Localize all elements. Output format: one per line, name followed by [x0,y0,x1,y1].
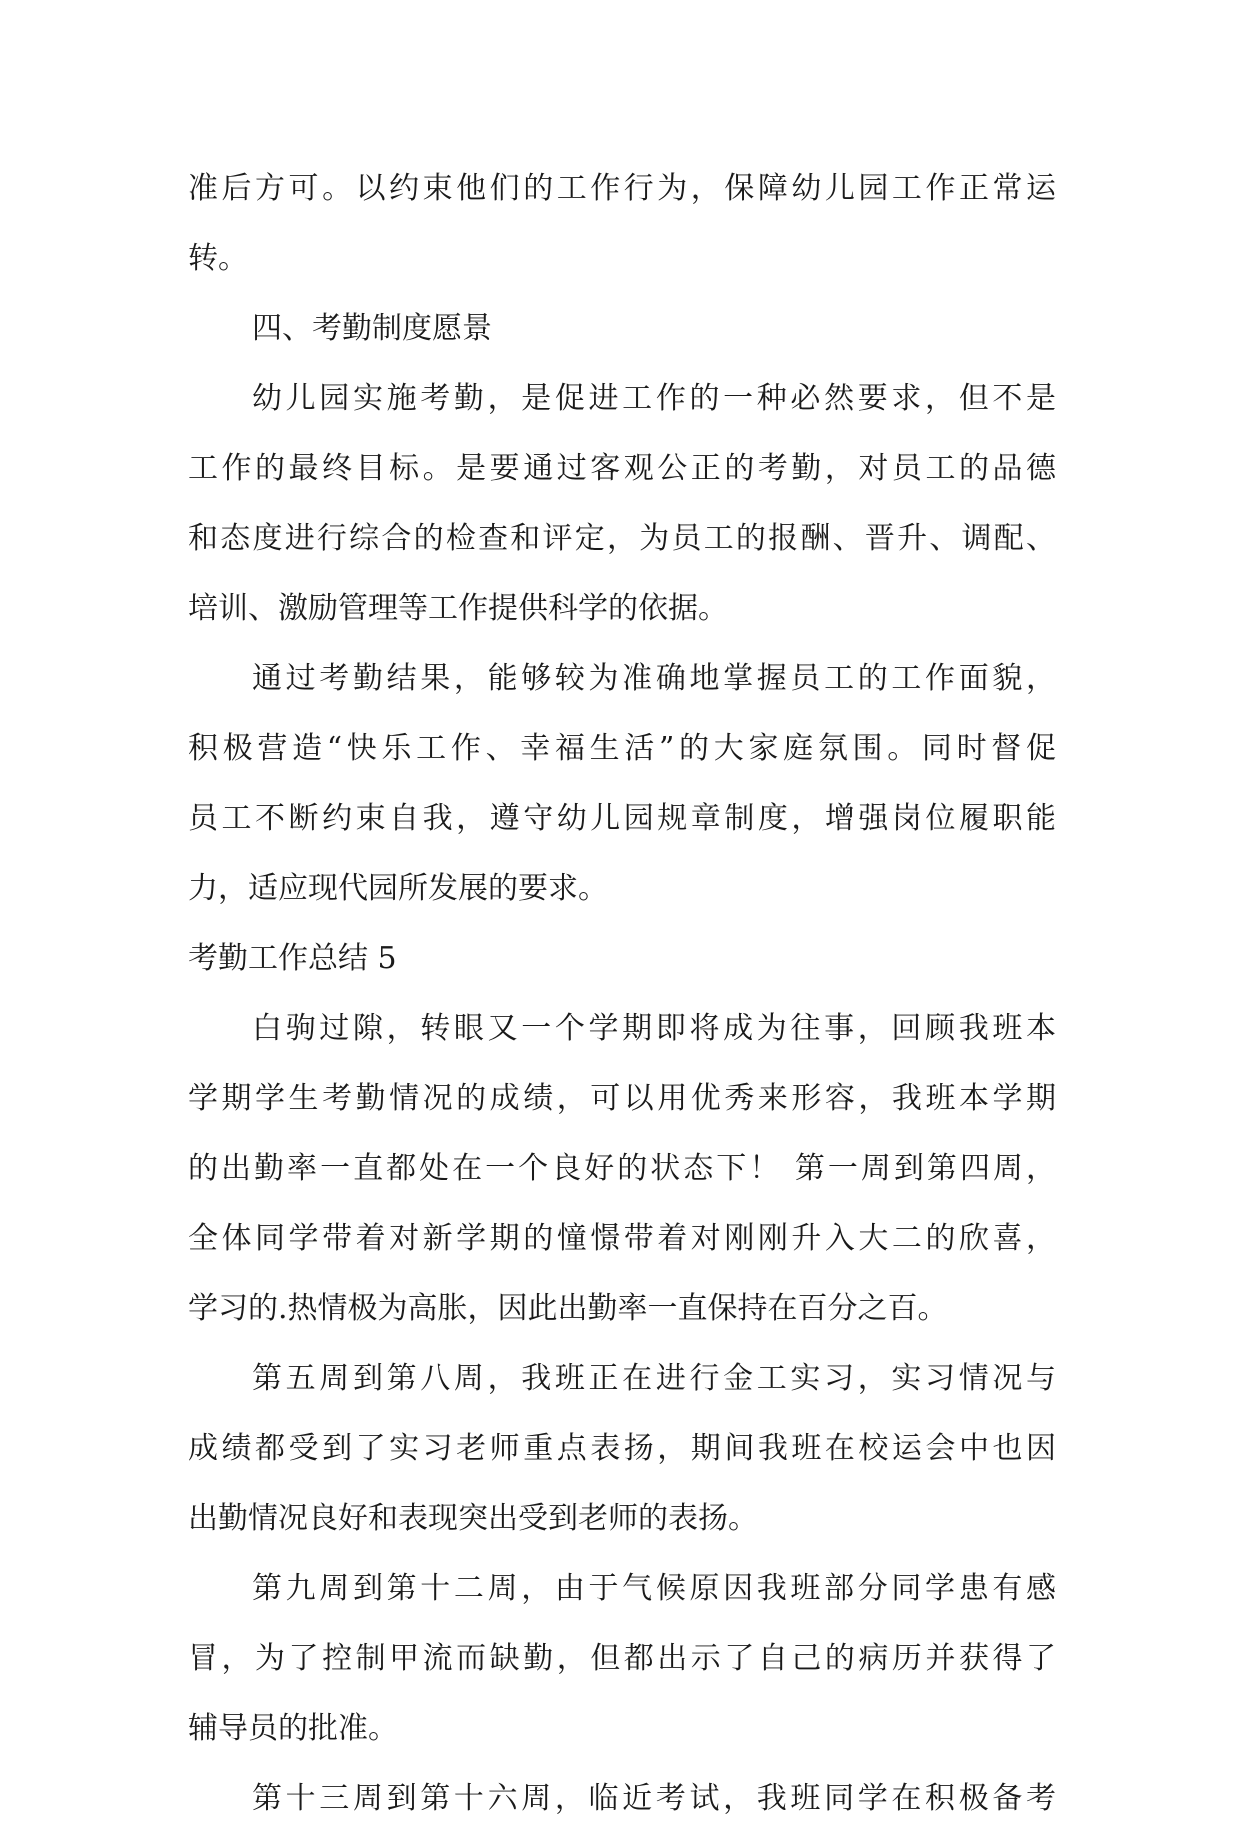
text-line: 学习的.热情极为高胀，因此出勤率一直保持在百分之百。 [188,1291,948,1326]
text-line: 第五周到第八周，我班正在进行金工实习，实习情况与 [252,1361,1056,1396]
text-line: 力，适应现代园所发展的要求。 [188,871,608,906]
document-title: 考勤工作总结 5 [188,941,397,976]
text-line: 白驹过隙，转眼又一个学期即将成为往事，回顾我班本 [252,1011,1056,1046]
text-line: 出勤情况良好和表现突出受到老师的表扬。 [188,1501,758,1536]
text-line: 转。 [188,241,248,276]
text-line: 幼儿园实施考勤，是促进工作的一种必然要求，但不是 [252,381,1056,416]
text-line: 学期学生考勤情况的成绩，可以用优秀来形容，我班本学期 [188,1081,1056,1116]
text-line: 工作的最终目标。是要通过客观公正的考勤，对员工的品德 [188,451,1056,486]
text-line: 通过考勤结果，能够较为准确地掌握员工的工作面貌， [252,661,1056,696]
section-heading: 四、考勤制度愿景 [252,311,492,346]
text-line: 第九周到第十二周，由于气候原因我班部分同学患有感 [252,1571,1056,1606]
text-line: 成绩都受到了实习老师重点表扬，期间我班在校运会中也因 [188,1431,1056,1466]
document-body [188,154,1056,1834]
text-line: 员工不断约束自我，遵守幼儿园规章制度，增强岗位履职能 [188,801,1056,836]
text-line: 准后方可。以约束他们的工作行为，保障幼儿园工作正常运 [188,171,1056,206]
text-line: 冒，为了控制甲流而缺勤，但都出示了自己的病历并获得了 [188,1641,1056,1676]
text-line: 的出勤率一直都处在一个良好的状态下！ 第一周到第四周， [188,1151,1056,1186]
text-line: 辅导员的批准。 [188,1711,398,1746]
text-line: 全体同学带着对新学期的憧憬带着对刚刚升入大二的欣喜， [188,1221,1056,1256]
text-line: 和态度进行综合的检查和评定，为员工的报酬、晋升、调配、 [188,521,1056,556]
text-line: 培训、激励管理等工作提供科学的依据。 [188,591,728,626]
text-line: 第十三周到第十六周，临近考试，我班同学在积极备考 [252,1781,1056,1816]
text-line: 积极营造“快乐工作、幸福生活”的大家庭氛围。同时督促 [188,731,1056,766]
